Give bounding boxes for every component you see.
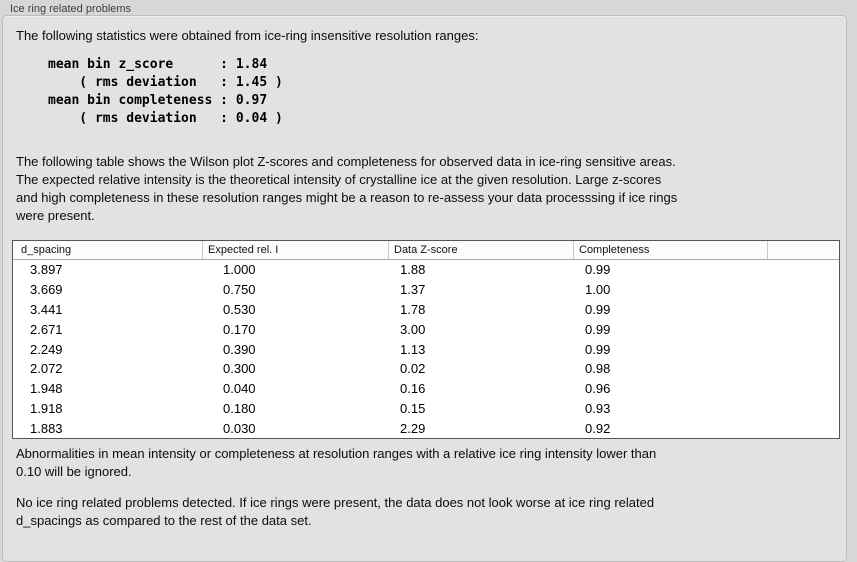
cell-data-z-score: 2.29 (400, 420, 426, 436)
cell-expected-rel-i: 0.030 (223, 420, 256, 436)
cell-completeness: 0.99 (585, 262, 611, 278)
cell-expected-rel-i: 0.170 (223, 321, 256, 337)
cell-data-z-score: 3.00 (400, 321, 426, 337)
cell-expected-rel-i: 0.750 (223, 282, 256, 298)
cell-completeness: 0.98 (585, 361, 611, 377)
table-row[interactable] (13, 379, 839, 399)
column-header-completeness[interactable]: Completeness (574, 241, 768, 259)
cell-data-z-score: 0.02 (400, 361, 426, 377)
cell-d-spacing: 2.671 (30, 321, 63, 337)
cell-d-spacing: 1.948 (30, 381, 63, 397)
cell-expected-rel-i: 0.180 (223, 400, 256, 416)
column-header-spacer (768, 241, 839, 259)
column-header-data-z-score[interactable]: Data Z-score (389, 241, 574, 259)
cell-data-z-score: 1.78 (400, 301, 426, 317)
cell-expected-rel-i: 0.300 (223, 361, 256, 377)
table-row[interactable] (13, 359, 839, 379)
conclusion-paragraph: No ice ring related problems detected. If ice rings were present, the data does not look worse at ice ring related d_spacings as compared to the rest of the data set. (16, 495, 655, 528)
cell-completeness: 1.00 (585, 282, 611, 298)
table-row[interactable] (13, 260, 839, 280)
cell-d-spacing: 1.883 (30, 420, 63, 436)
cell-expected-rel-i: 0.040 (223, 381, 256, 397)
cell-completeness: 0.99 (585, 321, 611, 337)
cell-expected-rel-i: 1.000 (223, 262, 256, 278)
cell-completeness: 0.92 (585, 420, 611, 436)
cell-completeness: 0.93 (585, 400, 611, 416)
cell-d-spacing: 2.072 (30, 361, 63, 377)
statistics-log-block: mean bin z_score : 1.84 ( rms deviation : 1.45 ) mean bin completeness : 0.97 ( rms deviation : 0.04 ) (48, 57, 283, 126)
cell-completeness: 0.99 (585, 301, 611, 317)
cell-data-z-score: 0.16 (400, 381, 426, 397)
column-header-d-spacing[interactable]: d_spacing (13, 241, 203, 259)
intro-paragraph: The following statistics were obtained from ice-ring insensitive resolution ranges: (16, 28, 479, 43)
table-row[interactable] (13, 418, 839, 438)
groupbox-title: Ice ring related problems (10, 3, 132, 15)
cell-d-spacing: 3.669 (30, 282, 63, 298)
cell-d-spacing: 2.249 (30, 341, 63, 357)
table-row[interactable] (13, 398, 839, 418)
table-body (13, 260, 839, 438)
table-header-row (13, 241, 839, 260)
ice-ring-table (12, 240, 840, 439)
cell-data-z-score: 1.13 (400, 341, 426, 357)
cell-data-z-score: 1.88 (400, 262, 426, 278)
cell-data-z-score: 0.15 (400, 400, 426, 416)
cell-expected-rel-i: 0.530 (223, 301, 256, 317)
cell-d-spacing: 1.918 (30, 400, 63, 416)
cell-completeness: 0.99 (585, 341, 611, 357)
cell-d-spacing: 3.441 (30, 301, 63, 317)
footnote-paragraph: Abnormalities in mean intensity or completeness at resolution ranges with a relative ice ring intensity lower than 0.10 will be ignored. (16, 446, 657, 479)
table-description-paragraph: The following table shows the Wilson plot Z-scores and completeness for observed data in ice-ring sensitive areas. The expected relative intensity is the theoretical intensity of crystalline ice at the given resolution. Large z-scores and high completeness in these resolution ranges might be a reason to re-assess your data processsing if ice rings were present. (16, 154, 678, 223)
table-row[interactable] (13, 300, 839, 320)
cell-d-spacing: 3.897 (30, 262, 63, 278)
column-header-expected-rel-i[interactable]: Expected rel. I (203, 241, 389, 259)
table-row[interactable] (13, 280, 839, 300)
cell-completeness: 0.96 (585, 381, 611, 397)
table-row[interactable] (13, 319, 839, 339)
cell-expected-rel-i: 0.390 (223, 341, 256, 357)
cell-data-z-score: 1.37 (400, 282, 426, 298)
table-row[interactable] (13, 339, 839, 359)
